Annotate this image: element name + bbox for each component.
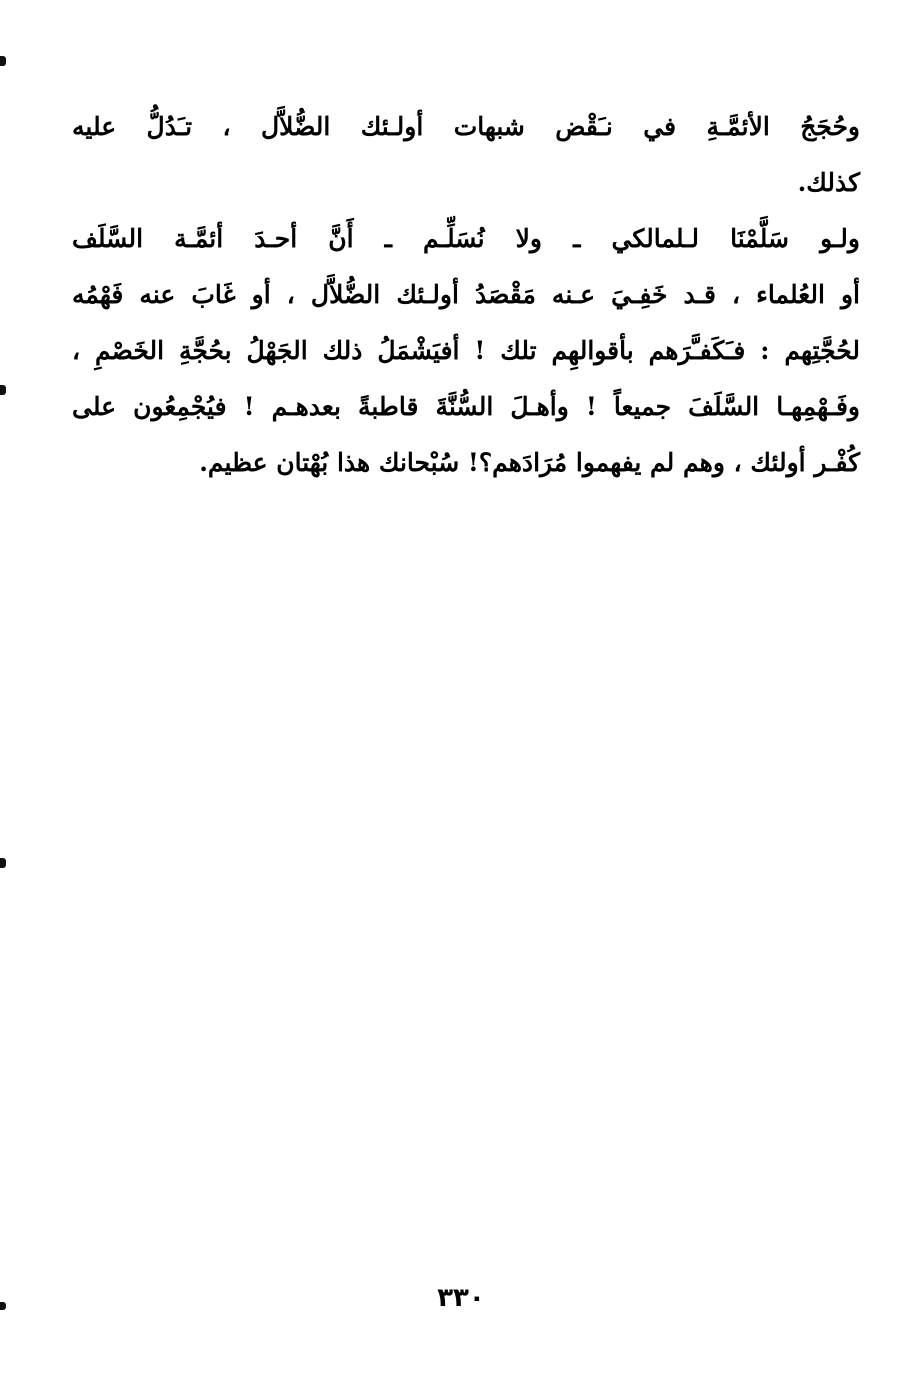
text-line: كُفْـر أولئك ، وهم لم يفهموا مُرَادَهم؟! سُبْحانك هذا بُهْتان عظيم. <box>199 448 860 477</box>
paragraph-2 <box>72 211 860 491</box>
paragraph-1 <box>72 99 860 211</box>
page-number: ٣٣٠ <box>437 1283 485 1313</box>
text-line: ولـو سَلَّمْنَا لـلمالكي ـ ولا نُسَلِّـم ـ أَنَّ أحـدَ أئمَّـة السَّلَف <box>72 224 860 253</box>
text-line: لحُجَّتِهم : فـَكَفـَّرَهم بأقوالهِم تلك ! أفيَشْمَلُ ذلك الجَهْلُ بحُجَّةِ الخَصْمِ ، <box>72 336 860 365</box>
text-line: وحُجَجُ الأئمَّـةِ في نـَقْض شبهات أولـئك الضُّلاَّل ، تـَدُلُّ عليه <box>72 112 860 141</box>
scan-edge-mark <box>0 858 6 868</box>
text-line: كذلك. <box>797 168 860 197</box>
scan-edge-mark <box>0 56 6 66</box>
scan-edge-mark <box>0 385 6 395</box>
text-line: وفَـهْمِهـا السَّلَفَ جميعاً ! وأهـلَ السُّنَّةَ قاطبةً بعدهـم ! فيُجْمِعُون على <box>72 392 860 421</box>
text-line: أو العُلماء ، قـد خَفِـيَ عـنه مَقْصَدُ أولـئك الضُّلاَّل ، أو غَابَ عنه فَهْمُه <box>72 280 860 309</box>
